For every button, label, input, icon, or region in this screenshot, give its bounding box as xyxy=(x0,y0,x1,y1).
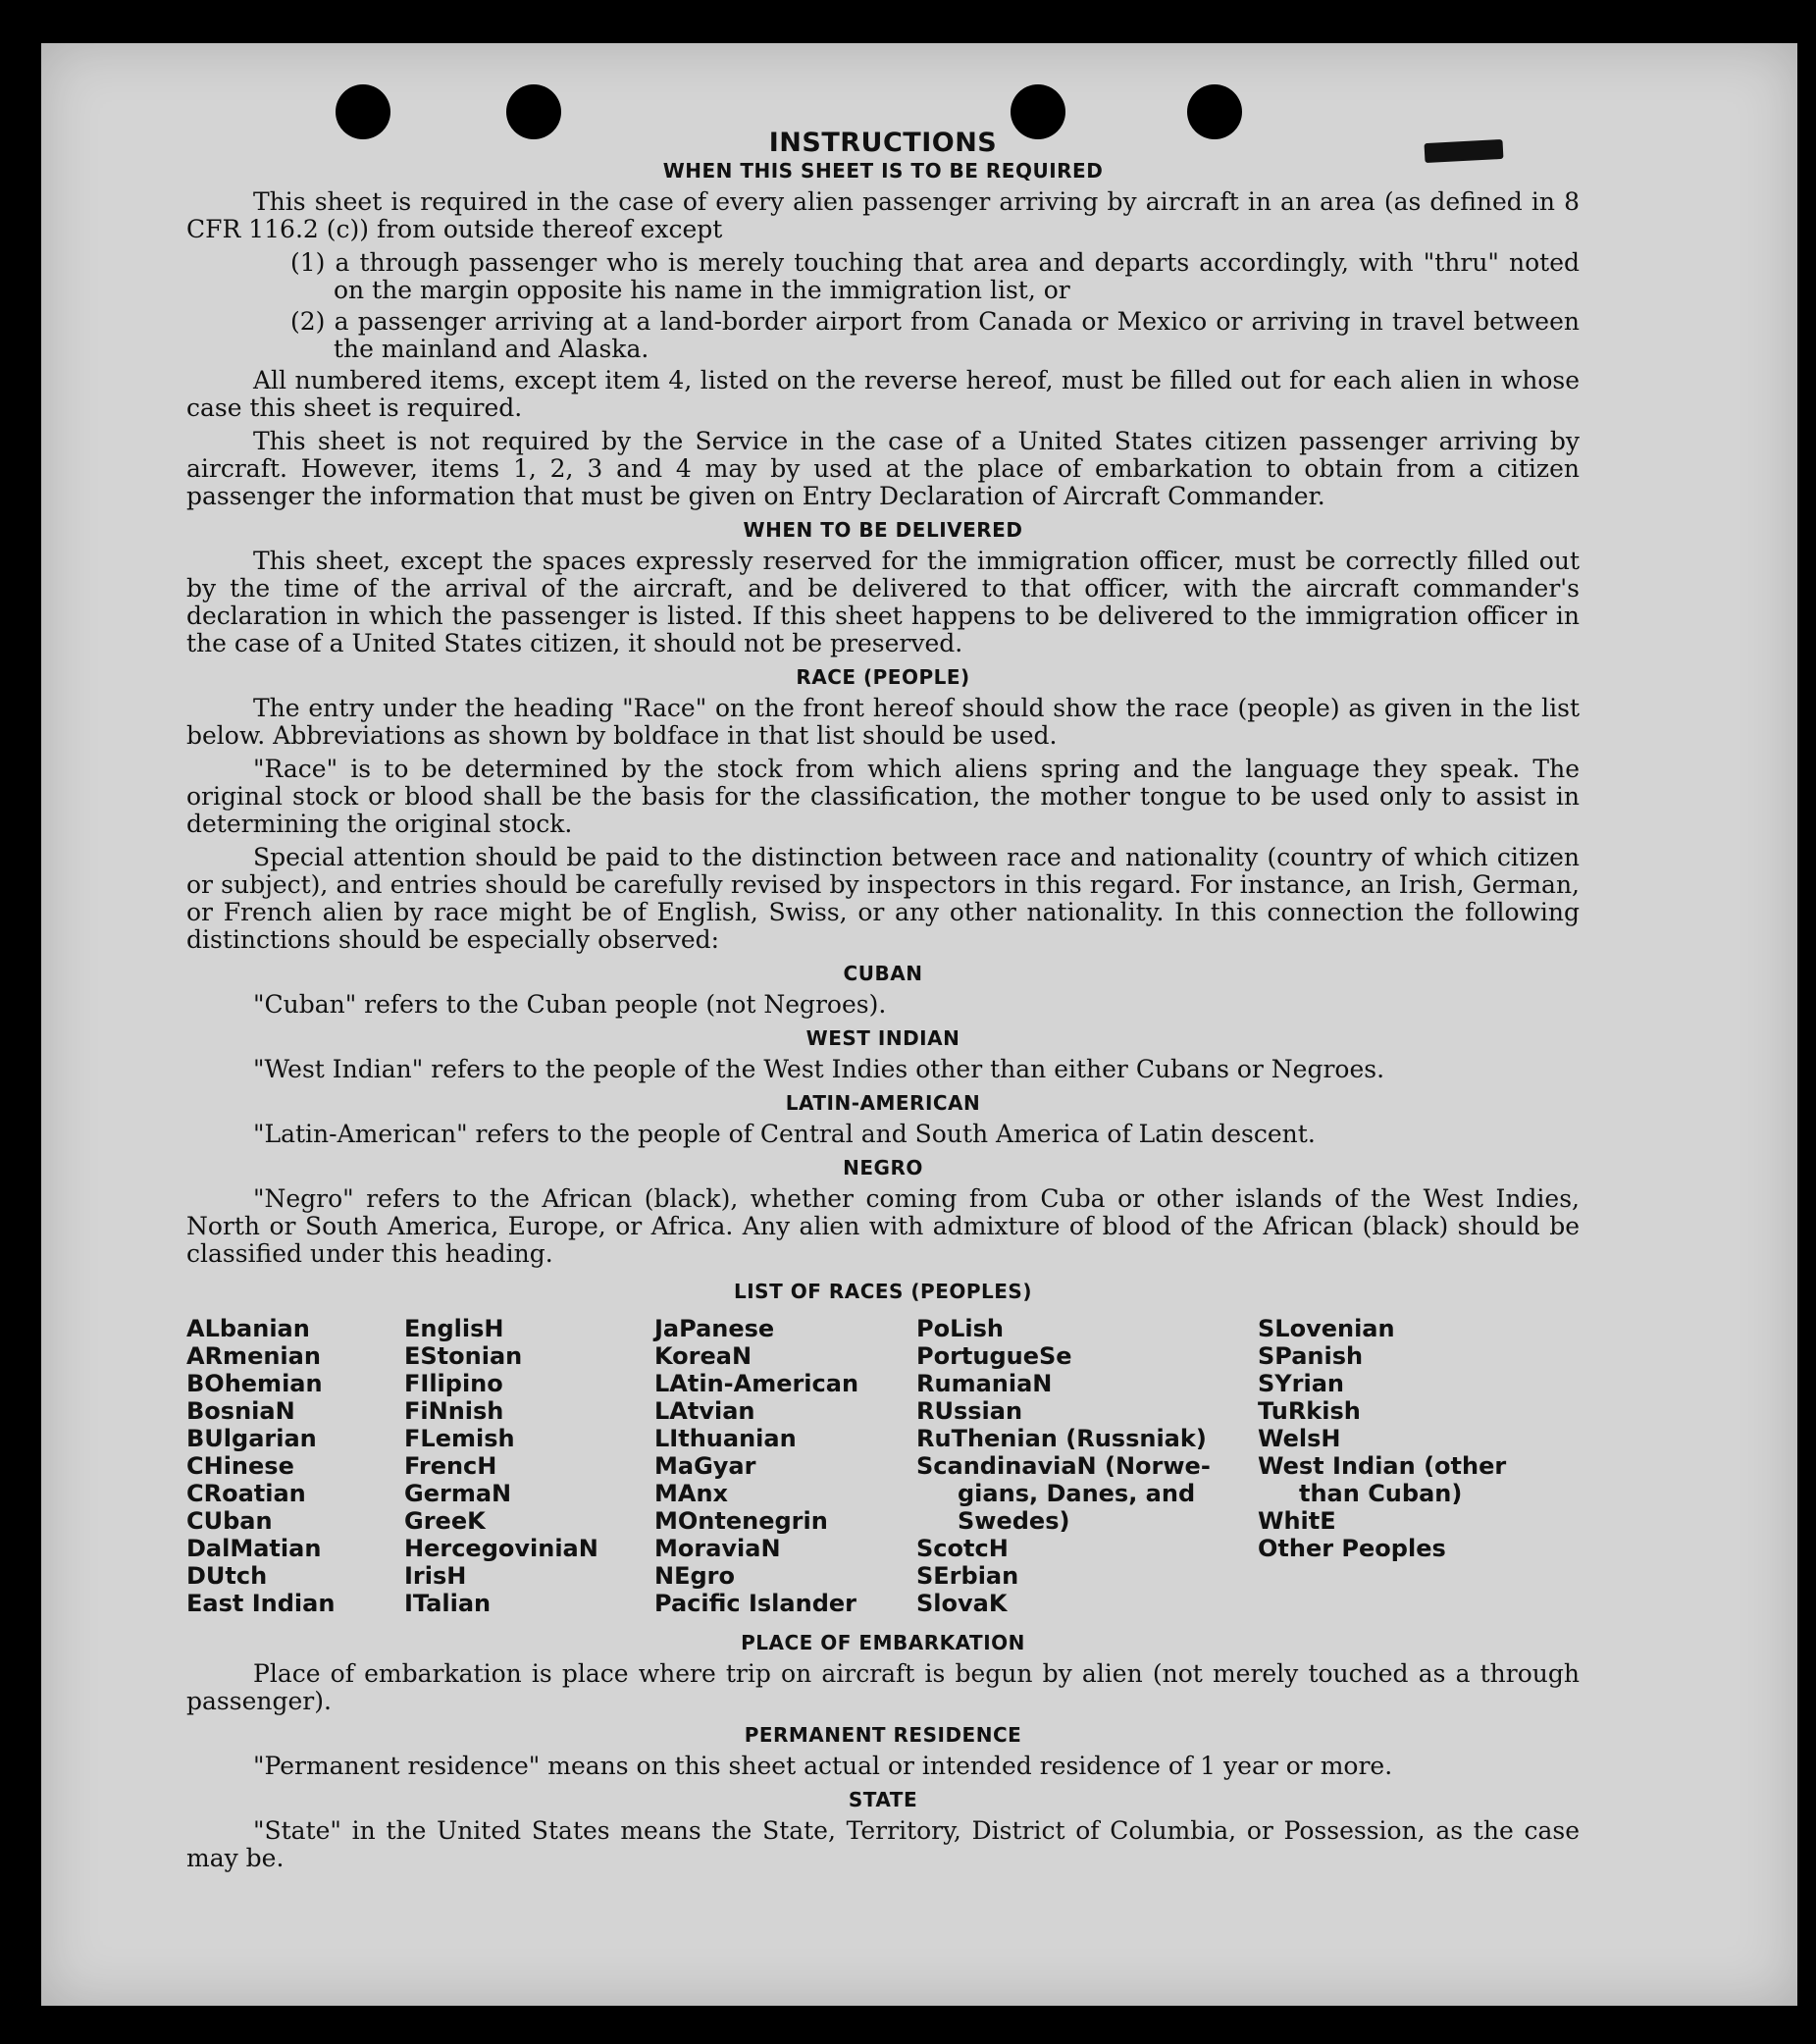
race-entry: than Cuban) xyxy=(1299,1480,1463,1507)
paragraph: The entry under the heading "Race" on the front hereof should show the race (people) as given in the list below. Abbreviations as shown by boldface in that list should be used. xyxy=(186,694,1580,750)
paragraph: This sheet, except the spaces expressly reserved for the immigration officer, must be correctly filled out by the time of the arrival of the aircraft, and be delivered to that officer, with the aircraft commander's declaration in which the passenger is listed. If this sheet happens to be delivered to the immigration officer in the case of a United States citizen, it should not be preserved. xyxy=(186,547,1580,657)
race-entry: LIthuanian xyxy=(654,1425,797,1452)
paragraph: "Permanent residence" means on this sheet actual or intended residence of 1 year or more. xyxy=(253,1752,1393,1780)
races-heading: LIST OF RACES (PEOPLES) xyxy=(734,1280,1032,1303)
race-entry: SPanish xyxy=(1258,1342,1364,1370)
section-heading: NEGRO xyxy=(843,1156,923,1179)
race-entry: MoraviaN xyxy=(654,1535,781,1562)
section-heading: WHEN TO BE DELIVERED xyxy=(743,518,1023,542)
section-heading: STATE xyxy=(848,1788,918,1811)
race-entry: GermaN xyxy=(404,1480,512,1507)
paragraph: This sheet is required in the case of every alien passenger arriving by aircraft in an area (as defined in 8 CFR 116.2 (c)) from outside thereof except xyxy=(186,187,1580,243)
section-heading: RACE (PEOPLE) xyxy=(796,665,970,689)
race-entry: FIlipino xyxy=(404,1370,503,1397)
race-entry: SErbian xyxy=(916,1562,1019,1590)
race-entry: RumaniaN xyxy=(916,1370,1053,1397)
page-title: INSTRUCTIONS xyxy=(768,128,998,158)
race-entry: EnglisH xyxy=(404,1315,504,1342)
paragraph: "Negro" refers to the African (black), whether coming from Cuba or other islands of the West Indies, North or South America, Europe, or Africa. Any alien with admixture of blood of the African (black) should be classified under this heading. xyxy=(186,1184,1580,1268)
race-entry: TuRkish xyxy=(1258,1397,1361,1425)
race-entry: FLemish xyxy=(404,1425,515,1452)
section-heading: LATIN-AMERICAN xyxy=(785,1091,981,1115)
section-heading: WEST INDIAN xyxy=(805,1026,960,1050)
race-entry: KoreaN xyxy=(654,1342,752,1370)
race-entry: NEgro xyxy=(654,1562,735,1590)
race-entry: FiNnish xyxy=(404,1397,504,1425)
race-entry: RuThenian (Russniak) xyxy=(916,1425,1207,1452)
instructions-body xyxy=(186,130,1580,1878)
race-entry: BosniaN xyxy=(186,1397,295,1425)
race-entry: PortugueSe xyxy=(916,1342,1072,1370)
race-entry: FrencH xyxy=(404,1452,497,1480)
race-entry: BUlgarian xyxy=(186,1425,317,1452)
race-entry: HercegoviniaN xyxy=(404,1535,598,1562)
race-entry: LAtin-American xyxy=(654,1370,859,1397)
race-entry: ScandinaviaN (Norwe- xyxy=(916,1452,1211,1480)
race-entry: SLovenian xyxy=(1258,1315,1395,1342)
race-entry: DUtch xyxy=(186,1562,268,1590)
race-entry: WhitE xyxy=(1258,1507,1336,1535)
paragraph: "State" in the United States means the State, Territory, District of Columbia, or Possession, as the case may be. xyxy=(186,1816,1580,1872)
section-heading: PLACE OF EMBARKATION xyxy=(741,1631,1025,1654)
race-entry: CRoatian xyxy=(186,1480,306,1507)
section-heading: CUBAN xyxy=(843,962,923,985)
exception-item: (1) a through passenger who is merely touching that area and departs accordingly, with "thru" noted on the margin opposite his name in the immigration list, or xyxy=(290,248,1580,304)
section-heading: PERMANENT RESIDENCE xyxy=(744,1723,1022,1747)
race-entry: LAtvian xyxy=(654,1397,755,1425)
paragraph: All numbered items, except item 4, listed on the reverse hereof, must be filled out for each alien in whose case this sheet is required. xyxy=(186,366,1580,422)
race-entry: WelsH xyxy=(1258,1425,1341,1452)
race-entry: East Indian xyxy=(186,1590,336,1617)
paragraph: "Cuban" refers to the Cuban people (not Negroes). xyxy=(253,990,887,1019)
race-entry: BOhemian xyxy=(186,1370,323,1397)
race-entry: MAnx xyxy=(654,1480,729,1507)
race-entry: PoLish xyxy=(916,1315,1004,1342)
race-entry: IrisH xyxy=(404,1562,467,1590)
races-column-5 xyxy=(1258,1315,1552,1617)
race-entry: CHinese xyxy=(186,1452,294,1480)
section-heading: WHEN THIS SHEET IS TO BE REQUIRED xyxy=(662,159,1104,183)
races-column-1 xyxy=(186,1315,404,1617)
race-entry: West Indian (other xyxy=(1258,1452,1507,1480)
race-entry: JaPanese xyxy=(654,1315,775,1342)
race-entry: MOntenegrin xyxy=(654,1507,828,1535)
race-entry: ITalian xyxy=(404,1590,492,1617)
paragraph: "West Indian" refers to the people of the West Indies other than either Cubans or Negroes. xyxy=(253,1055,1385,1083)
document-sheet xyxy=(41,43,1797,2006)
paragraph: "Race" is to be determined by the stock from which aliens spring and the language they speak. The original stock or blood shall be the basis for the classification, the mother tongue to be used only to assist in determining the original stock. xyxy=(186,755,1580,838)
races-table xyxy=(186,1315,1580,1617)
race-entry: GreeK xyxy=(404,1507,486,1535)
race-entry: ARmenian xyxy=(186,1342,321,1370)
race-entry: ScotcH xyxy=(916,1535,1009,1562)
races-column-4 xyxy=(916,1315,1258,1617)
race-entry: ALbanian xyxy=(186,1315,310,1342)
race-entry: DalMatian xyxy=(186,1535,322,1562)
race-entry: CUban xyxy=(186,1507,273,1535)
race-entry: Swedes) xyxy=(958,1507,1070,1535)
exception-item: (2) a passenger arriving at a land-border airport from Canada or Mexico or arriving in travel between the mainland and Alaska. xyxy=(290,307,1580,363)
paragraph: This sheet is not required by the Service in the case of a United States citizen passenger arriving by aircraft. However, items 1, 2, 3 and 4 may by used at the place of embarkation to obtain from a citizen passenger the information that must be given on Entry Declaration of Aircraft Commander. xyxy=(186,427,1580,510)
race-entry: RUssian xyxy=(916,1397,1023,1425)
race-entry: SYrian xyxy=(1258,1370,1345,1397)
race-entry: Pacific Islander xyxy=(654,1590,856,1617)
race-entry: MaGyar xyxy=(654,1452,756,1480)
race-entry: gians, Danes, and xyxy=(958,1480,1196,1507)
races-column-2 xyxy=(404,1315,654,1617)
paragraph: "Latin-American" refers to the people of Central and South America of Latin descent. xyxy=(253,1120,1316,1148)
race-entry: EStonian xyxy=(404,1342,523,1370)
races-column-3 xyxy=(654,1315,916,1617)
race-entry: SlovaK xyxy=(916,1590,1008,1617)
paragraph: Place of embarkation is place where trip on aircraft is begun by alien (not merely touched as a through passenger). xyxy=(186,1659,1580,1715)
race-entry: Other Peoples xyxy=(1258,1535,1446,1562)
paragraph: Special attention should be paid to the distinction between race and nationality (country of which citizen or subject), and entries should be carefully revised by inspectors in this regard. For instance, an Irish, German, or French alien by race might be of English, Swiss, or any other nationality. In this connection the following distinctions should be especially observed: xyxy=(186,843,1580,954)
